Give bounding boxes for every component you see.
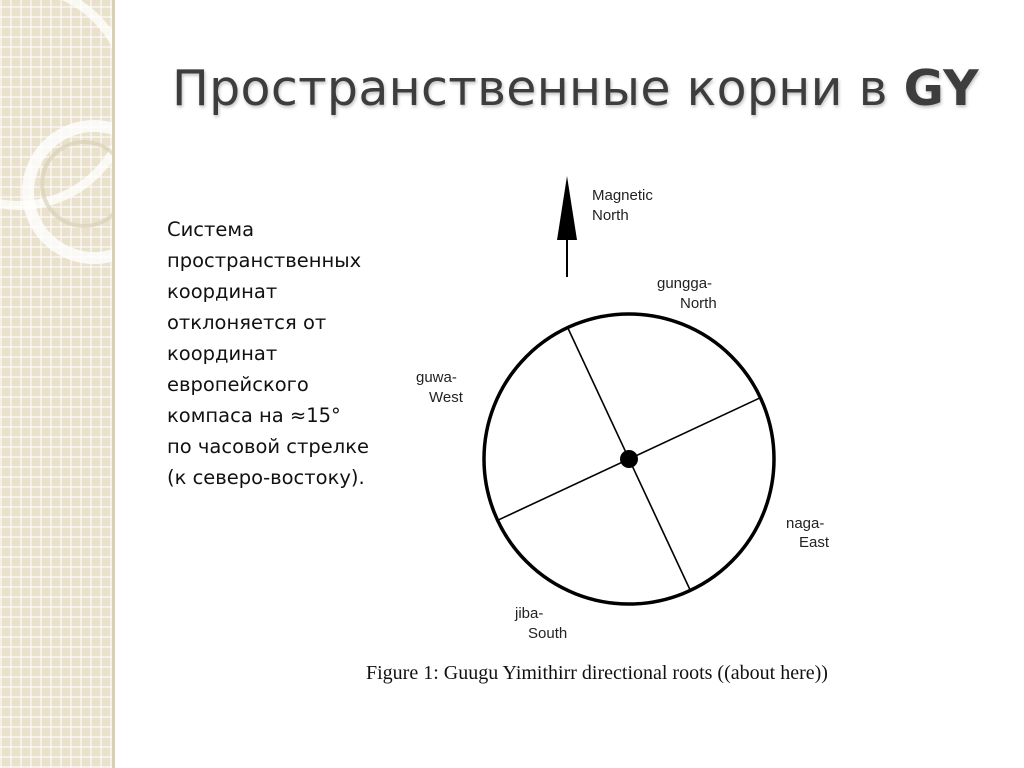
- body-line: координат: [167, 280, 278, 303]
- west-label: West: [429, 389, 463, 406]
- body-line: координат: [167, 342, 278, 365]
- body-line: пространственных: [167, 249, 362, 272]
- north-label: gungga-: [657, 275, 713, 292]
- center-dot: [620, 450, 638, 468]
- magnetic-north-label: Magnetic: [592, 187, 653, 204]
- south-label: jiba-: [515, 605, 544, 622]
- body-line: (к северо-востоку).: [167, 466, 365, 489]
- body-line: Система: [167, 218, 255, 241]
- west-label: guwa-: [416, 369, 457, 386]
- magnetic-north-label: North: [592, 207, 629, 224]
- south-label: South: [528, 625, 568, 642]
- body-line: компаса на ≈15°: [167, 404, 341, 427]
- body-line: по часовой стрелке: [167, 435, 369, 458]
- east-label: East: [799, 534, 830, 551]
- magnetic-north-arrowhead: [557, 176, 577, 240]
- figure-caption: Figure 1: Guugu Yimithirr directional roots ((about here)): [366, 662, 828, 684]
- title-text: Пространственные корни в: [172, 60, 904, 117]
- body-line: европейского: [167, 373, 309, 396]
- body-line: отклоняется от: [167, 311, 327, 334]
- title-emphasis: GY: [903, 60, 979, 117]
- north-label: North: [680, 295, 717, 312]
- east-label: naga-: [786, 515, 825, 532]
